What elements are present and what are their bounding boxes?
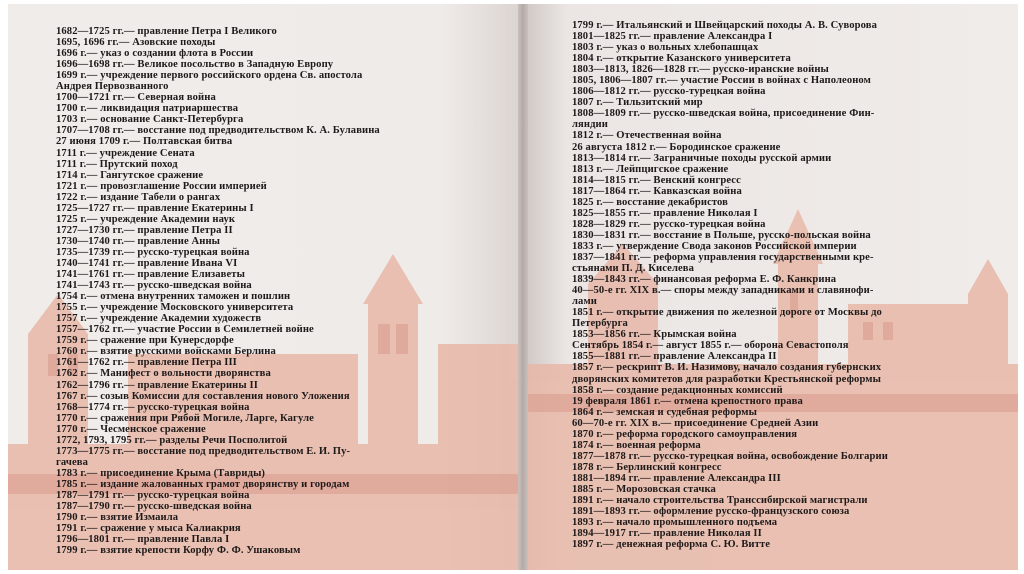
chronology-line: 1799 г.— Итальянский и Швейцарский походы А. В. Суворова <box>572 20 877 31</box>
chronology-line: 1703 г.— основание Санкт-Петербурга <box>56 114 244 126</box>
chronology-line: 1755 г.— учреждение Московского университета <box>56 302 294 314</box>
chronology-line: 1801—1825 гг.— правление Александра I <box>572 31 773 43</box>
chronology-line: 1700—1721 гг.— Северная война <box>56 92 216 104</box>
chronology-line: 1855—1881 гг.— правление Александра II <box>572 351 777 363</box>
chronology-line: 1877—1878 гг.— русско-турецкая война, освобождение Болгарии <box>572 450 888 462</box>
chronology-line: 1812 г.— Отечественная война <box>572 130 722 142</box>
left-page <box>8 4 518 570</box>
chronology-line: 1730—1740 гг.— правление Анны <box>56 235 221 247</box>
chronology-line: 1853—1856 гг.— Крымская война <box>572 329 737 341</box>
chronology-line: 19 февраля 1861 г.— отмена крепостного права <box>572 395 803 407</box>
chronology-line: 1700 г.— ликвидация патриаршества <box>56 103 239 115</box>
chronology-line: 1893 г.— начало промышленного подъема <box>572 517 778 529</box>
chronology-line: 1696—1698 гг.— Великое посольство в Западную Европу <box>56 59 334 71</box>
chronology-line: 1727—1730 гг.— правление Петра II <box>56 224 233 236</box>
chronology-line: 1837—1841 гг.— реформа управления государственными кре- <box>572 251 874 263</box>
chronology-line: 1754 г.— отмена внутренних таможен и пошлин <box>56 291 291 303</box>
chronology-line: 1741—1761 гг.— правление Елизаветы <box>56 269 245 281</box>
right-page <box>528 4 1018 570</box>
chronology-line: 1897 г.— денежная реформа С. Ю. Витте <box>572 539 770 551</box>
chronology-line: 1762—1796 гг.— правление Екатерины II <box>56 379 258 391</box>
chronology-line: 1785 г.— издание жалованных грамот дворянству и городам <box>56 478 350 490</box>
chronology-line: 1740—1741 гг.— правление Ивана VI <box>56 257 238 269</box>
chronology-line: 1799 г.— взятие крепости Корфу Ф. Ф. Ушаковым <box>56 545 301 557</box>
chronology-line: 1714 г.— Гангутское сражение <box>56 169 204 181</box>
chronology-line: 1830—1831 гг.— восстание в Польше, русско-польская война <box>572 229 871 241</box>
chronology-line: 1790 г.— взятие Измаила <box>56 512 179 524</box>
chronology-line: 1761—1762 гг.— правление Петра III <box>56 357 237 369</box>
chronology-line: 1881—1894 гг.— правление Александра III <box>572 472 781 484</box>
chronology-line: 1791 г.— сражение у мыса Калиакрия <box>56 523 241 535</box>
chronology-line: 1813 г.— Лейпцигское сражение <box>572 163 729 175</box>
chronology-line: 1773—1775 гг.— восстание под предводительством Е. И. Пу- <box>56 445 351 457</box>
chronology-line: 1762 г.— Манифест о вольности дворянства <box>56 368 271 380</box>
chronology-line: 1699 г.— учреждение первого российского ордена Св. апостола <box>56 70 363 82</box>
chronology-line: 1874 г.— военная реформа <box>572 439 701 451</box>
chronology-line: 1711 г.— Прутский поход <box>56 158 178 170</box>
chronology-line: 1833 г.— утверждение Свода законов Российской империи <box>572 240 857 252</box>
chronology-line: 1804 г.— открытие Казанского университета <box>572 53 791 65</box>
chronology-line: 40—50-е гг. XIX в.— споры между западниками и славянофи- <box>572 285 874 297</box>
chronology-line: 60—70-е гг. XIX в.— присоединение Средней Азии <box>572 417 819 429</box>
chronology-line: 1814—1815 гг.— Венский конгресс <box>572 174 741 186</box>
chronology-line: 1787—1791 гг.— русско-турецкая война <box>56 489 250 501</box>
chronology-line: 1870 г.— реформа городского самоуправления <box>572 428 798 440</box>
chronology-line: 1796—1801 гг.— правление Павла I <box>56 534 230 546</box>
chronology-line: 1817—1864 гг.— Кавказская война <box>572 185 742 197</box>
chronology-line: 1891 г.— начало строительства Транссибирской магистрали <box>572 495 868 507</box>
chronology-line: 1768—1774 гг.— русско-турецкая война <box>56 401 250 413</box>
chronology-line: 1825 г.— восстание декабристов <box>572 196 728 208</box>
chronology-line: 1864 г.— земская и судебная реформы <box>572 406 757 418</box>
right-chronology-list <box>572 20 888 550</box>
chronology-line: 1885 г.— Морозовская стачка <box>572 483 716 495</box>
chronology-line: 1696 г.— указ о создании флота в России <box>56 48 254 60</box>
chronology-line: 1770 г.— Чесменское сражение <box>56 423 206 435</box>
chronology-line: лами <box>572 296 597 308</box>
chronology-line: 1803—1813, 1826—1828 гг.— русско-иранские войны <box>572 64 829 76</box>
chronology-line: 1806—1812 гг.— русско-турецкая война <box>572 86 766 98</box>
chronology-line: 1725 г.— учреждение Академии наук <box>56 213 236 225</box>
chronology-line: 1757 г.— учреждение Академии художеств <box>56 313 262 325</box>
chronology-line: 1813—1814 гг.— Заграничные походы русской армии <box>572 152 832 164</box>
chronology-line: 1894—1917 гг.— правление Николая II <box>572 528 762 540</box>
chronology-line: 1711 г.— учреждение Сената <box>56 147 195 159</box>
chronology-line: гачева <box>56 456 88 468</box>
chronology-line: 1735—1739 гг.— русско-турецкая война <box>56 246 250 258</box>
chronology-line: 1805, 1806—1807 гг.— участие России в войнах с Наполеоном <box>572 75 871 87</box>
chronology-line: 1741—1743 гг.— русско-шведская война <box>56 280 252 292</box>
chronology-line: 1757—1762 гг.— участие России в Семилетней войне <box>56 324 314 336</box>
chronology-line: 27 июня 1709 г.— Полтавская битва <box>56 136 233 148</box>
chronology-line: 1695, 1696 гг.— Азовские походы <box>56 37 216 49</box>
chronology-line: Андрея Первозванного <box>56 81 169 93</box>
chronology-line: 1721 г.— провозглашение России империей <box>56 180 267 192</box>
chronology-line: 1807 г.— Тильзитский мир <box>572 97 703 109</box>
chronology-line: стьянами П. Д. Киселева <box>572 263 695 275</box>
chronology-line: 1808—1809 гг.— русско-шведская война, присоединение Фин- <box>572 108 875 120</box>
chronology-line: 1707—1708 гг.— восстание под предводительством К. А. Булавина <box>56 125 380 137</box>
chronology-line: 1891—1893 гг.— оформление русско-французского союза <box>572 506 850 518</box>
chronology-line: ляндии <box>572 119 608 131</box>
chronology-line: 1828—1829 гг.— русско-турецкая война <box>572 218 766 230</box>
chronology-line: 1857 г.— рескрипт В. И. Назимову, начало создания губернских <box>572 362 882 374</box>
book-spread <box>8 4 1018 570</box>
chronology-line: Сентябрь 1854 г.— август 1855 г.— оборона Севастополя <box>572 340 849 352</box>
chronology-line: 1722 г.— издание Табели о рангах <box>56 191 221 203</box>
chronology-line: 26 августа 1812 г.— Бородинское сражение <box>572 141 781 153</box>
chronology-line: 1767 г.— созыв Комиссии для составления нового Уложения <box>56 390 350 402</box>
chronology-line: 1878 г.— Берлинский конгресс <box>572 461 722 473</box>
chronology-line: 1858 г.— создание редакционных комиссий <box>572 384 783 396</box>
chronology-line: 1770 г.— сражения при Рябой Могиле, Ларге, Кагуле <box>56 412 314 424</box>
chronology-line: 1803 г.— указ о вольных хлебопашцах <box>572 42 759 54</box>
book-gutter <box>518 4 528 570</box>
chronology-line: 1759 г.— сражение при Кунерсдорфе <box>56 335 234 347</box>
chronology-line: 1760 г.— взятие русскими войсками Берлина <box>56 346 276 358</box>
chronology-line: 1839—1843 гг.— финансовая реформа Е. Ф. Канкрина <box>572 274 837 286</box>
chronology-line: 1783 г.— присоединение Крыма (Тавриды) <box>56 467 266 479</box>
left-chronology-list <box>56 26 380 556</box>
chronology-line: 1851 г.— открытие движения по железной дороге от Москвы до <box>572 307 882 319</box>
chronology-line: 1682—1725 гг.— правление Петра I Великого <box>56 26 277 37</box>
chronology-line: 1772, 1793, 1795 гг.— разделы Речи Посполитой <box>56 434 288 446</box>
chronology-line: 1725—1727 гг.— правление Екатерины I <box>56 202 254 214</box>
chronology-line: 1787—1790 гг.— русско-шведская война <box>56 501 252 513</box>
chronology-line: дворянских комитетов для разработки Крестьянской реформы <box>572 373 881 385</box>
chronology-line: Петербурга <box>572 318 628 330</box>
chronology-line: 1825—1855 гг.— правление Николая I <box>572 207 758 219</box>
